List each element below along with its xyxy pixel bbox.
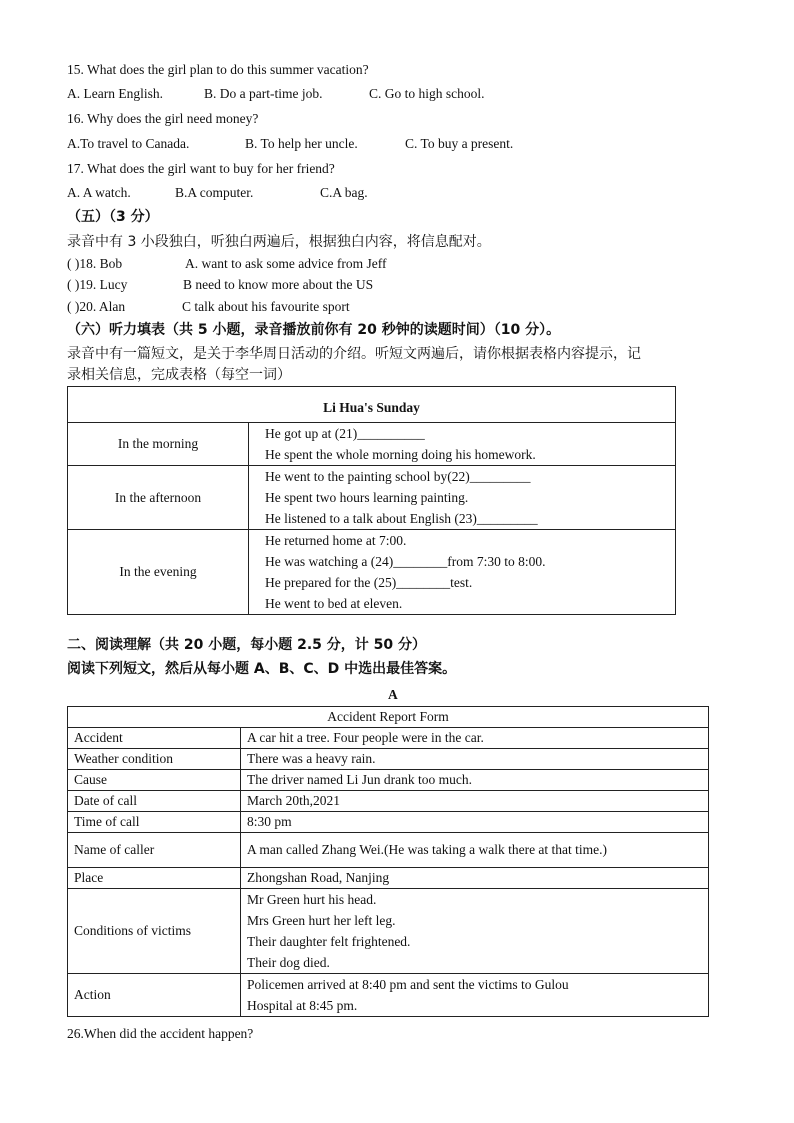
row-content-evening: He returned home at 7:00. He was watching a (24)________from 7:30 to 8:00. He prepared for the (25)________test. He went to bed at eleven. [249,530,676,615]
table-title: Li Hua's Sunday [68,387,676,423]
li-hua-sunday-table [67,386,676,615]
row-key: Weather condition [68,749,241,770]
accident-report-table [67,706,709,1017]
row-value-action: Policemen arrived at 8:40 pm and sent the victims to Gulou Hospital at 8:45 pm. [241,974,709,1017]
row-content-afternoon: He went to the painting school by(22)_________ He spent two hours learning painting. He listened to a talk about English (23)_________ [249,466,676,530]
row-key: Accident [68,728,241,749]
section-5-instruction: 录音中有 3 小段独白，听独白两遍后，根据独白内容，将信息配对。 [67,234,491,250]
reading-instruction: 阅读下列短文，然后从每小题 A、B、C、D 中选出最佳答案。 [67,661,457,677]
row-key: Name of caller [68,833,241,868]
row-label-afternoon: In the afternoon [68,466,249,530]
row-key: Date of call [68,791,241,812]
question-17: 17. What does the girl want to buy for her friend? [67,161,335,176]
option-c: C. To buy a present. [405,136,514,151]
row-value: A man called Zhang Wei.(He was taking a walk there at that time.) [241,833,709,868]
form-title: Accident Report Form [68,707,709,728]
row-key-victims: Conditions of victims [68,889,241,974]
option-a: A. A watch. [67,185,131,200]
section-6-instruction-line2: 录相关信息，完成表格（每空一词） [67,367,291,383]
match-item-20: ( )20. Alan C talk about his favourite sport [67,299,350,314]
row-value: The driver named Li Jun drank too much. [241,770,709,791]
section-6-title: （六）听力填表（共 5 小题，录音播放前你有 20 秒钟的读题时间）（10 分）。 [67,322,561,338]
option-a: A.To travel to Canada. [67,136,190,151]
question-16-options [67,135,513,153]
row-key: Cause [68,770,241,791]
option-c: C.A bag. [320,185,368,200]
passage-label: A [388,687,398,702]
row-value: There was a heavy rain. [241,749,709,770]
row-value: A car hit a tree. Four people were in the car. [241,728,709,749]
row-value: 8:30 pm [241,812,709,833]
row-key: Place [68,868,241,889]
row-content-morning: He got up at (21)__________ He spent the whole morning doing his homework. [249,423,676,466]
question-17-options [67,184,368,202]
question-16: 16. Why does the girl need money? [67,111,259,126]
row-label-evening: In the evening [68,530,249,615]
option-b: B. Do a part-time job. [204,86,323,101]
row-label-morning: In the morning [68,423,249,466]
row-value: Zhongshan Road, Nanjing [241,868,709,889]
match-item-19: ( )19. Lucy B need to know more about the US [67,277,374,292]
option-a: A. Learn English. [67,86,163,101]
match-item-18: ( )18. Bob A. want to ask some advice from Jeff [67,256,387,271]
row-key-action: Action [68,974,241,1017]
reading-section-title: 二、阅读理解（共 20 小题，每小题 2.5 分，计 50 分） [67,637,427,653]
question-15: 15. What does the girl plan to do this summer vacation? [67,62,369,77]
question-26: 26.When did the accident happen? [67,1026,254,1041]
option-b: B.A computer. [175,185,254,200]
row-value: March 20th,2021 [241,791,709,812]
option-c: C. Go to high school. [369,86,485,101]
option-b: B. To help her uncle. [245,136,358,151]
section-5-title: （五）（3 分） [67,209,159,225]
row-value-victims: Mr Green hurt his head. Mrs Green hurt her left leg. Their daughter felt frightened. Their dog died. [241,889,709,974]
section-6-instruction-line1: 录音中有一篇短文，是关于李华周日活动的介绍。听短文两遍后，请你根据表格内容提示，记 [67,346,641,362]
question-15-options [67,85,485,103]
row-key: Time of call [68,812,241,833]
